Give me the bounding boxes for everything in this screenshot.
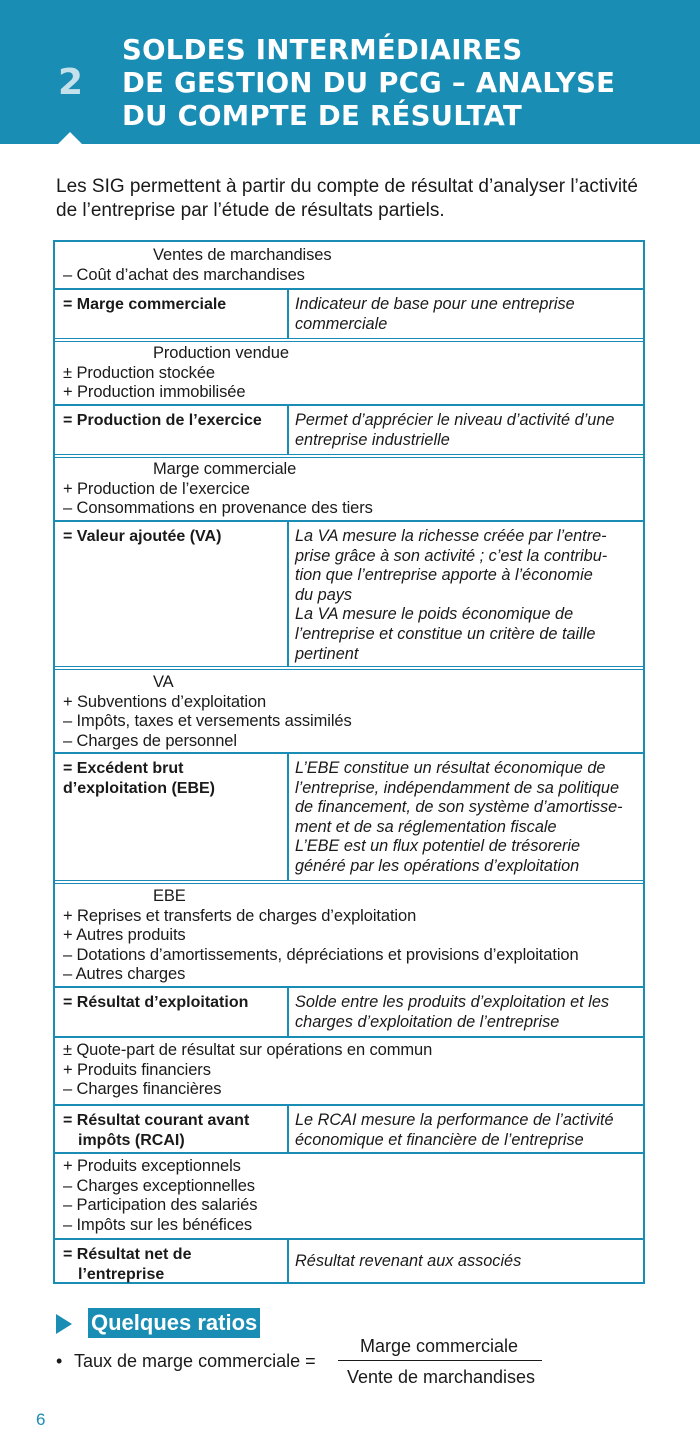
computation-line: Production vendue	[153, 344, 289, 362]
computation-block	[55, 338, 643, 404]
title-line: SOLDES INTERMÉDIAIRES	[122, 34, 523, 66]
computation-line: + Production de l’exercice	[63, 479, 250, 498]
description-line: Résultat revenant aux associés	[295, 1252, 522, 1270]
description-line: tion que l’entreprise apporte à l’économie	[295, 566, 593, 585]
result-description	[295, 1240, 640, 1272]
result-label	[55, 1240, 289, 1282]
computation-block	[55, 1152, 643, 1238]
computation-block	[55, 666, 643, 752]
result-row	[55, 520, 643, 666]
description-line: Indicateur de base pour une entreprise	[295, 295, 575, 313]
computation-line: + Subventions d’exploitation	[63, 692, 267, 711]
computation-block	[55, 880, 643, 986]
description-line: Permet d’apprécier le niveau d’activité d’une	[295, 411, 615, 429]
result-label-line: impôts (RCAI)	[78, 1131, 185, 1149]
chapter-number: 2	[58, 62, 84, 103]
description-line: généré par les opérations d’exploitation	[295, 856, 580, 875]
result-label	[55, 290, 289, 338]
description-line: L’EBE est un flux potentiel de trésorerie	[295, 837, 581, 856]
description-line: La VA mesure la richesse créée par l’entre-	[295, 527, 607, 545]
computation-line: – Charges financières	[63, 1080, 222, 1099]
result-label-line: = Marge commerciale	[63, 296, 227, 313]
banner-notch	[58, 132, 82, 144]
bullet-icon: •	[56, 1351, 63, 1371]
formula-label: Taux de marge commerciale =	[74, 1351, 316, 1371]
result-label	[55, 754, 289, 880]
computation-line: – Coût d’achat des marchandises	[63, 265, 305, 284]
description-line: l’entreprise, indépendamment de sa politique	[295, 778, 620, 797]
result-description	[295, 754, 640, 877]
description-line: l’entreprise et constitue un critère de taille	[295, 624, 596, 643]
computation-line: ± Production stockée	[63, 363, 215, 382]
computation-line: – Charges exceptionnelles	[63, 1176, 255, 1195]
computation-line: – Charges de personnel	[63, 731, 237, 750]
result-label-line: = Résultat d’exploitation	[63, 994, 249, 1011]
result-row	[55, 986, 643, 1036]
computation-line: VA	[153, 673, 174, 691]
formula-denominator: Vente de marchandises	[346, 1367, 536, 1387]
page-title	[122, 34, 682, 133]
result-row	[55, 288, 643, 338]
computation-line: + Production immobilisée	[63, 383, 246, 402]
result-label-line: = Excédent brut	[63, 760, 184, 777]
computation-line: ± Quote-part de résultat sur opérations en commun	[63, 1041, 433, 1059]
description-line: de financement, de son système d’amortisse-	[295, 798, 623, 817]
result-row	[55, 1238, 643, 1282]
computation-line: + Autres produits	[63, 926, 186, 945]
result-label-line: d’exploitation (EBE)	[63, 779, 215, 797]
result-label-line: = Production de l’exercice	[63, 412, 262, 429]
result-label-line: l’entreprise	[78, 1265, 165, 1283]
result-row	[55, 1104, 643, 1152]
fraction-bar	[338, 1360, 542, 1361]
computation-line: Marge commerciale	[153, 460, 297, 478]
result-label-line: = Résultat courant avant	[63, 1112, 250, 1129]
ratios-heading-label: Quelques ratios	[88, 1308, 260, 1338]
description-line: Solde entre les produits d’exploitation et les	[295, 993, 610, 1011]
result-label	[55, 988, 289, 1036]
computation-block	[55, 454, 643, 520]
result-label-line: = Valeur ajoutée (VA)	[63, 528, 222, 545]
result-label	[55, 1106, 289, 1152]
description-line: économique et financière de l’entreprise	[295, 1130, 584, 1149]
result-row	[55, 404, 643, 454]
computation-block	[55, 242, 643, 288]
title-line: DE GESTION DU PCG – ANALYSE	[122, 67, 616, 99]
computation-line: + Produits exceptionnels	[63, 1157, 241, 1175]
result-label	[55, 406, 289, 454]
triangle-bullet-icon	[56, 1314, 72, 1334]
sig-table	[53, 240, 645, 1284]
result-row	[55, 752, 643, 880]
description-line: Le RCAI mesure la performance de l’activité	[295, 1111, 614, 1129]
computation-line: – Impôts, taxes et versements assimilés	[63, 712, 352, 731]
description-line: ment et de sa réglementation fiscale	[295, 817, 557, 836]
result-label-line: = Résultat net de	[63, 1246, 192, 1263]
description-line: entreprise industrielle	[295, 430, 450, 449]
result-description	[295, 290, 640, 334]
computation-line: EBE	[153, 887, 186, 905]
result-description	[295, 988, 640, 1032]
computation-line: + Reprises et transferts de charges d’exploitation	[63, 906, 417, 925]
formula-numerator: Marge commerciale	[359, 1336, 519, 1356]
computation-line: – Consommations en provenance des tiers	[63, 499, 373, 518]
computation-block	[55, 1036, 643, 1104]
description-line: prise grâce à son activité ; c’est la contribu-	[295, 546, 608, 565]
result-description	[295, 522, 640, 664]
description-line: commerciale	[295, 314, 388, 333]
computation-line: – Impôts sur les bénéfices	[63, 1215, 253, 1234]
chapter-banner	[0, 0, 700, 144]
result-description	[295, 406, 640, 450]
page-number: 6	[36, 1410, 46, 1429]
computation-line: – Autres charges	[63, 965, 186, 984]
description-line: pertinent	[295, 644, 359, 663]
title-line: DU COMPTE DE RÉSULTAT	[122, 100, 523, 132]
computation-line: + Produits financiers	[63, 1060, 211, 1079]
description-line: L’EBE constitue un résultat économique de	[295, 759, 606, 777]
description-line: La VA mesure le poids économique de	[295, 605, 574, 624]
computation-line: – Participation des salariés	[63, 1196, 258, 1215]
description-line: charges d’exploitation de l’entreprise	[295, 1012, 560, 1031]
computation-line: Ventes de marchandises	[153, 246, 332, 264]
intro-paragraph: Les SIG permettent à partir du compte de résultat d’analyser l’activité de l’entreprise par l’étude de résultats partiels.	[56, 176, 638, 221]
result-label	[55, 522, 289, 666]
computation-line: – Dotations d’amortissements, dépréciations et provisions d’exploitation	[63, 945, 579, 964]
description-line: du pays	[295, 585, 353, 604]
ratio-formula	[56, 1335, 656, 1395]
result-description	[295, 1106, 640, 1150]
